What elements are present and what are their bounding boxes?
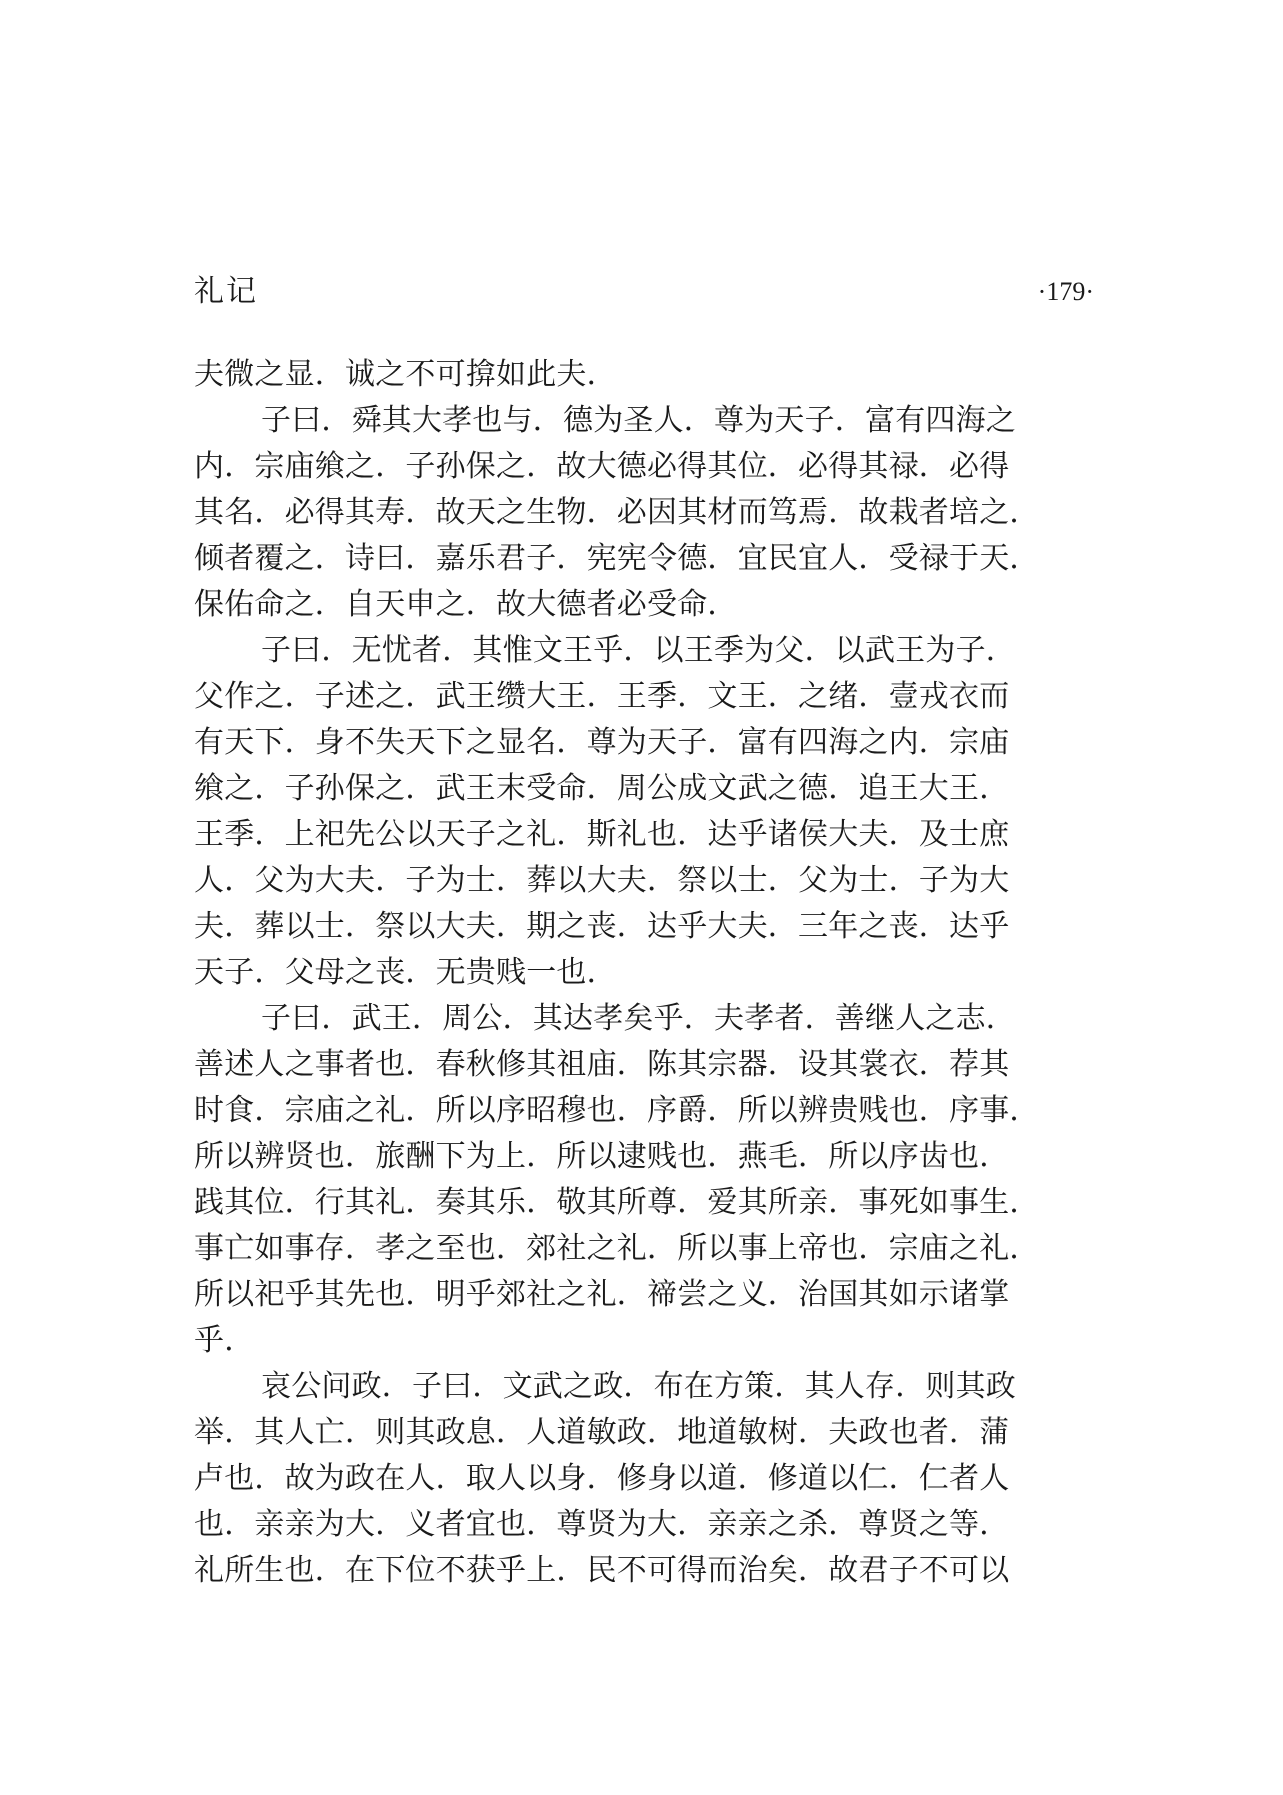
running-head — [194, 270, 1094, 314]
text-line: 天子．父母之丧．无贵贱一也． — [194, 955, 617, 990]
text-line: 人．父为大夫．子为士．葬以大夫．祭以士．父为士．子为大 — [194, 863, 1010, 898]
text-line: 夫．葬以士．祭以大夫．期之丧．达乎大夫．三年之丧．达乎 — [194, 909, 1010, 944]
text-line: 事亡如事存．孝之至也．郊社之礼．所以事上帝也．宗庙之礼． — [194, 1231, 1040, 1266]
text-line: 时食．宗庙之礼．所以序昭穆也．序爵．所以辨贵贱也．序事． — [194, 1093, 1040, 1128]
text-line: 子曰．舜其大孝也与．德为圣人．尊为天子．富有四海之 — [261, 403, 1016, 438]
text-line: 举．其人亡．则其政息．人道敏政．地道敏树．夫政也者．蒲 — [194, 1415, 1010, 1450]
page-number: ·179· — [1037, 277, 1094, 306]
text-line: 夫微之显．诚之不可揜如此夫． — [194, 357, 617, 392]
text-line: 善述人之事者也．春秋修其祖庙．陈其宗器．设其裳衣．荐其 — [194, 1047, 1010, 1082]
text-line: 父作之．子述之．武王缵大王．王季．文王．之绪．壹戎衣而 — [194, 679, 1010, 714]
text-line: 践其位．行其礼．奏其乐．敬其所尊．爱其所亲．事死如事生． — [194, 1185, 1040, 1220]
body-text — [194, 352, 1099, 1594]
text-line: 其名．必得其寿．故天之生物．必因其材而笃焉．故栽者培之． — [194, 495, 1040, 530]
text-line: 所以辨贤也．旅酬下为上．所以逮贱也．燕毛．所以序齿也． — [194, 1139, 1010, 1174]
text-line: 乎． — [194, 1323, 255, 1358]
text-line: 保佑命之．自天申之．故大德者必受命． — [194, 587, 738, 622]
text-line: 王季．上祀先公以天子之礼．斯礼也．达乎诸侯大夫．及士庶 — [194, 817, 1010, 852]
text-line: 子曰．无忧者．其惟文王乎．以王季为父．以武王为子． — [261, 633, 1016, 668]
text-line: 子曰．武王．周公．其达孝矣乎．夫孝者．善继人之志． — [261, 1001, 1016, 1036]
text-line: 内．宗庙飨之．子孙保之．故大德必得其位．必得其禄．必得 — [194, 449, 1010, 484]
text-line: 卢也．故为政在人．取人以身．修身以道．修道以仁．仁者人 — [194, 1461, 1010, 1496]
running-title: 礼记 — [194, 274, 258, 309]
text-line: 倾者覆之．诗曰．嘉乐君子．宪宪令德．宜民宜人．受禄于天． — [194, 541, 1040, 576]
text-line: 也．亲亲为大．义者宜也．尊贤为大．亲亲之杀．尊贤之等． — [194, 1507, 1010, 1542]
text-line: 哀公问政．子曰．文武之政．布在方策．其人存．则其政 — [261, 1369, 1016, 1404]
text-line: 礼所生也．在下位不获乎上．民不可得而治矣．故君子不可以 — [194, 1553, 1010, 1588]
text-line: 所以祀乎其先也．明乎郊社之礼．禘尝之义．治国其如示诸掌 — [194, 1277, 1010, 1312]
text-line: 飨之．子孙保之．武王末受命．周公成文武之德．追王大王． — [194, 771, 1010, 806]
text-line: 有天下．身不失天下之显名．尊为天子．富有四海之内．宗庙 — [194, 725, 1010, 760]
